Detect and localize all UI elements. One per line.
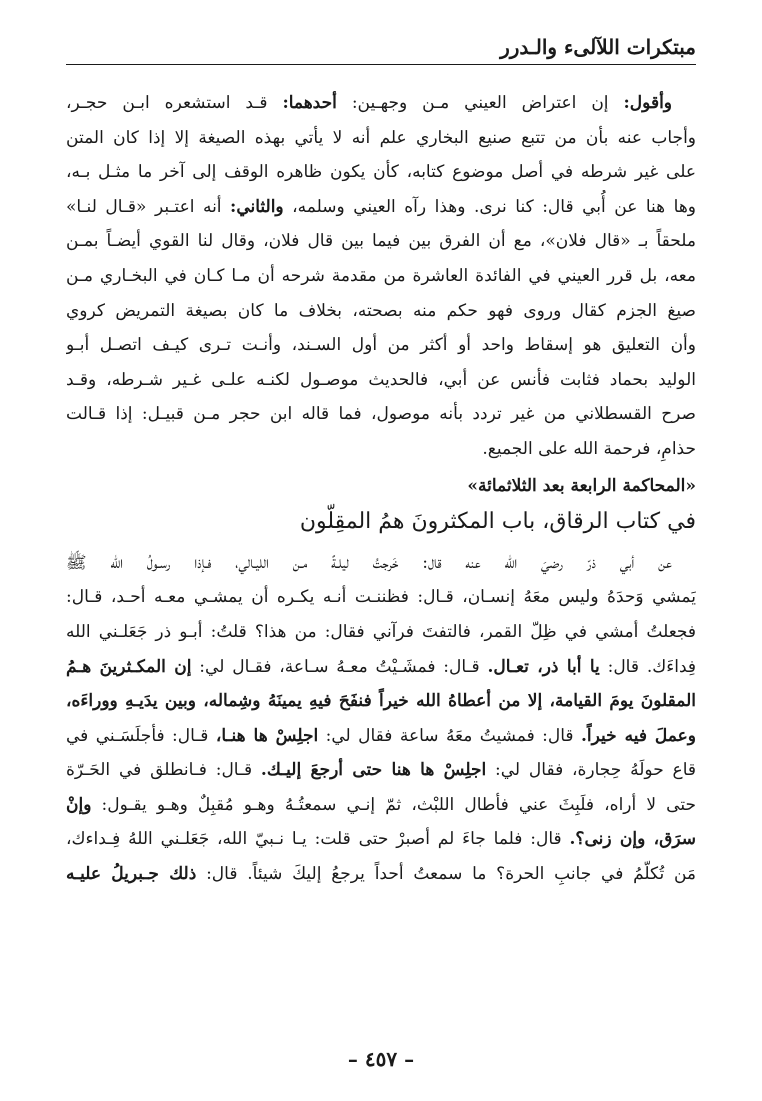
bold-segment: إن المكـثرينَ هـمُ [66, 656, 192, 677]
bold-segment: وأقول: [623, 93, 672, 113]
text-segment: حذامِ، فرحمة الله على الجميع. [482, 438, 696, 459]
text-segment: ملحقاً بـ «قال فلان»، مع أن الفرق بين فيما بين قال فلان، وقال لنا القوي أيضـاً بمـن [66, 231, 696, 252]
text-line [66, 857, 696, 892]
text-line [66, 121, 696, 156]
text-segment: فجعلتُ أمشي في ظِلّ القمر، فالتفتَ فرآني فقال: من هذا؟ قلتُ: أبـو ذر جَعَلـني الله [66, 621, 696, 642]
text-line [66, 224, 696, 259]
text-segment: قـد استشعره ابـن حجـر، [66, 93, 283, 113]
text-segment: الوليد بحماد فثابت فأنس عن أبي، فالحديث موصـول لكنـه علـى غـير شـرطه، وقـد [66, 369, 696, 390]
text-segment: عن أبي ذرّ رضيَ الله عنه قال: خَرجتُ ليلـةً مـن الليـالي، فـإذا رسـولُ الله ﷺ [66, 552, 672, 573]
text-segment: قـال: فـانطلق في الحَـرّة [66, 760, 261, 781]
bold-segment: المقلونَ يومَ القيامة، إلا من أعطاهُ الله خيراً فنفَحَ فيهِ يمينَهُ وشِماله، وبين يدَيـهِ ووراءَه، [66, 691, 696, 712]
section-subheading: في كتاب الرقاق، باب المكثرونَ همُ المقِلّون [299, 509, 696, 535]
text-segment: وأن التعليق هو إسقاط واحد أو أكثر من أول السـند، وأنـت تـرى كيـف اتصـل أبـو [66, 335, 696, 356]
text-line [66, 615, 696, 650]
page-number: – ٤٥٧ – [347, 1047, 415, 1071]
text-segment: مَن تُكلّمُ في جانبِ الحرة؟ ما سمعتُ أحداً يرجعُ إليكَ شيئاً. قال: [196, 864, 696, 885]
text-segment: فِداءَك. قال: [599, 656, 696, 677]
text-segment: قـال: فمشَـيْتُ معـهُ سـاعة، فقـال لي: [191, 656, 488, 677]
bold-segment: وعملَ فيه خيراً. [581, 725, 696, 746]
bold-segment: اجلِسْ ها هنا حتى أرجعَ إليـك. [260, 760, 487, 781]
text-line [66, 788, 696, 823]
paragraph-hadith [66, 546, 696, 892]
bold-segment: والثاني: [230, 196, 284, 217]
text-segment: صيغ الجزم كقال وروى فهو حكم منه بصحته، بخلاف ما كان بصيغة التمريض كروي [66, 300, 696, 321]
text-line [66, 546, 696, 581]
text-line [66, 294, 696, 329]
bold-segment: ذلك جـبريلُ عليـه [66, 864, 197, 885]
text-line [66, 580, 696, 615]
text-line [66, 753, 696, 788]
running-title: مبتكرات اللآلىء والـدرر [500, 35, 696, 59]
text-line [66, 822, 696, 857]
section-heading: «المحاكمة الرابعة بعد الثلاثمائة» [467, 475, 696, 496]
text-line [66, 432, 696, 467]
text-line [66, 328, 696, 363]
text-segment: أنه اعتـبر «قـال لنـا» [66, 196, 231, 217]
text-segment: معه، بل قرر العيني في الفائدة العاشرة من مقدمة شرحه أن مـا كـان في البخـاري مـن [66, 265, 696, 286]
text-segment: وها هنا عن أُبي قال: كنا نرى. وهذا رآه العيني وسلمه، [283, 196, 696, 217]
text-segment: صرح القسطلاني من غير تردد بأنه موصول، فما قاله ابن حجر مـن قبيـل: إذا قـالت [66, 404, 696, 425]
text-segment: يَمشي وَحدَهُ وليس معَهُ إنسـان، قـال: فظننـت أنـه يكـره أن يمشـي معـه أحـد، قـال: [66, 587, 696, 608]
page-content [66, 86, 696, 892]
bold-segment: اجلِسْ ها هنـا، [215, 725, 319, 746]
text-line [66, 155, 696, 190]
text-segment: قال: فلما جاءَ لم أصبرْ حتى قلت: يـا نـبيّ الله، جَعَلـني اللهُ فِـداءك، [66, 829, 570, 850]
text-segment: قـال: فأجلَسَـني في [66, 725, 216, 746]
bold-segment: وإنْ [66, 794, 92, 815]
text-line [66, 650, 696, 685]
bold-segment: سرَق، وإن زنى؟. [569, 829, 696, 850]
bold-segment: أحدهما: [282, 93, 337, 113]
text-line [66, 363, 696, 398]
text-segment: قاع حولَهُ حِجارة، فقال لي: [486, 760, 696, 781]
text-line [66, 190, 696, 225]
text-line [66, 397, 696, 432]
paragraph-commentary [66, 86, 696, 467]
text-line [66, 684, 696, 719]
text-segment: إن اعتراض العيني مـن وجهـين: [336, 93, 624, 113]
text-segment: قال: فمشيتُ معَهُ ساعة فقال لي: [318, 725, 581, 746]
text-segment: وأجاب عنه بأن من تتبع صنيع البخاري علم أنه لا يأتي بهذه الصيغة إلا إذا كان المتن [66, 127, 696, 148]
bold-segment: يا أبا ذر، تعـال. [487, 656, 600, 677]
text-segment: على غير شرطه في أصل موضوع كتابه، كأن يكون ظاهره الوقف إلى آخر ما مثـل بـه، [66, 162, 696, 183]
text-segment: حتى لا أراه، فلَبِثَ عني فأطال اللبْث، ثمّ إنـي سمعتُـهُ وهـو مُقبِلٌ وهـو يقـول: [91, 794, 696, 815]
text-line [66, 259, 696, 294]
text-line [66, 86, 696, 121]
running-header [66, 30, 696, 65]
text-line [66, 719, 696, 754]
